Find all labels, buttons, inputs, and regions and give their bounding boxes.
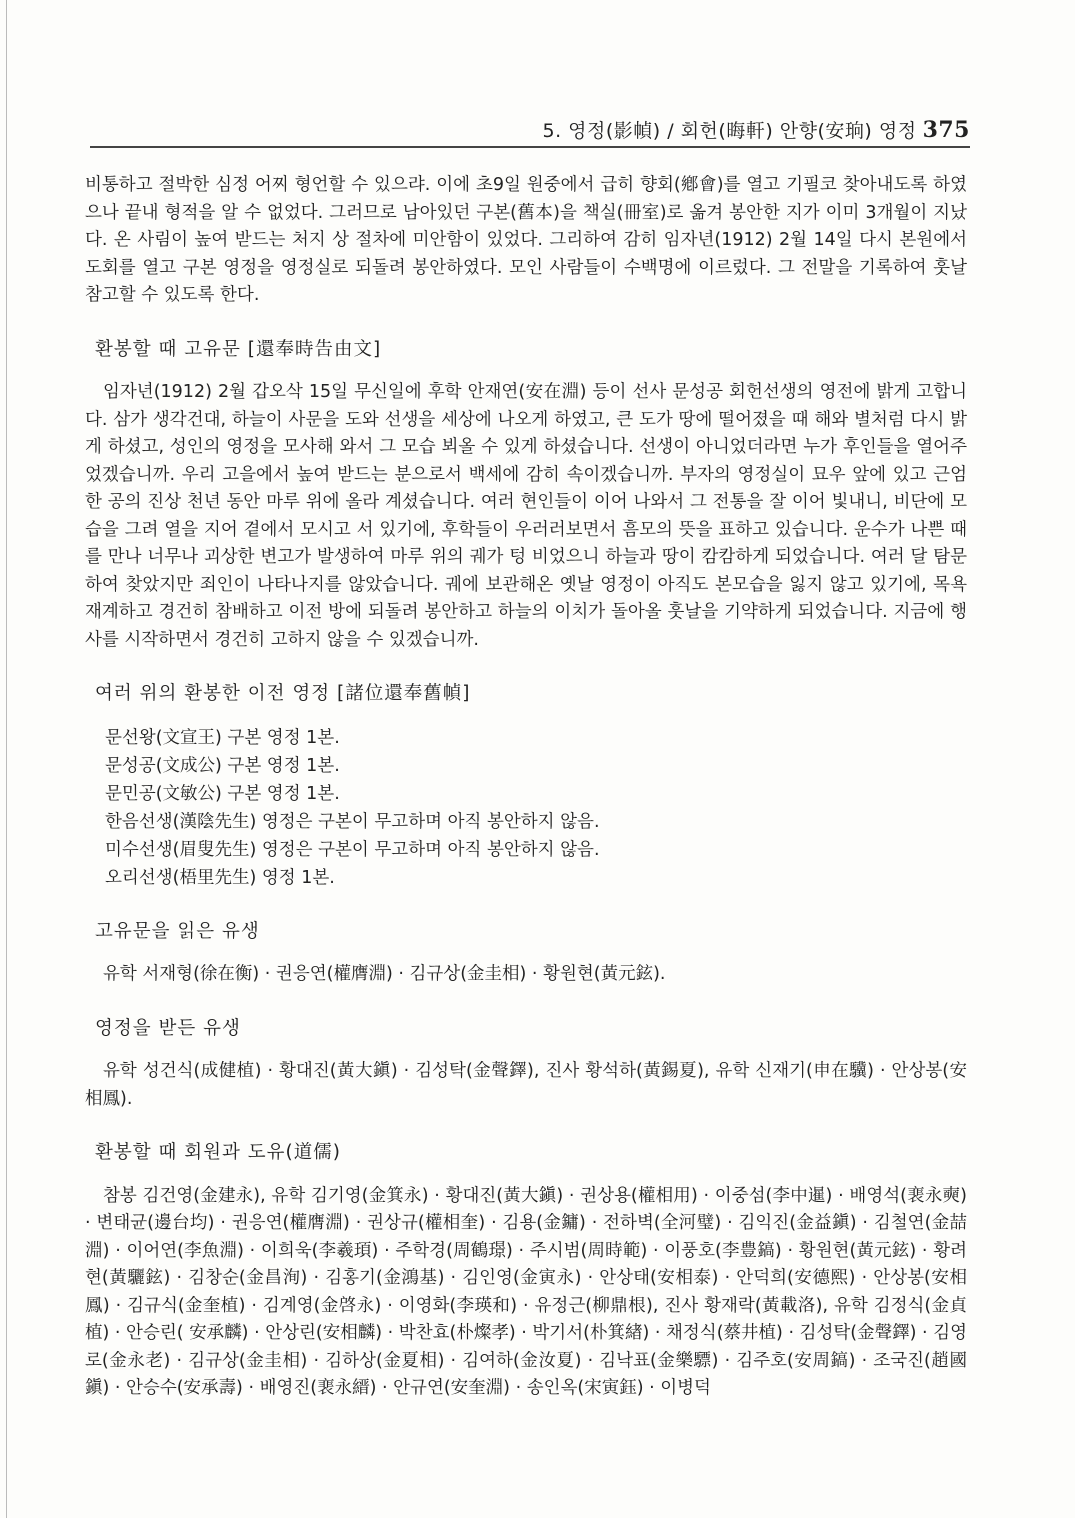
announcement-text: 임자년(1912) 2월 갑오삭 15일 무신일에 후학 안재연(安在淵) 등이 선사 문성공 회헌선생의 영전에 밝게 고합니다. 삼가 생각건대, 하늘이 사문을 도와 선생을 세상에 나오게 하였고, 큰 도가 땅에 떨어졌을 때 해와 별처럼 다시 밝게 하셨고, 성인의 영정을 모사해 와서 그 모습 뵈올 수 있게 하셨습니다. 선생이 아니었더라면 누가 후인들을 열어주었겠습니까. 우리 고을에서 높여 받드는 분으로서 백세에 감히 속이겠습니까. 부자의 영정실이 묘우 앞에 있고 근엄한 공의 진상 천년 동안 마루 위에 올라 계셨습니다. 여러 현인들이 이어 나와서 그 전통을 잘 이어 빛내니, 비단에 모습을 그려 열을 지어 곁에서 모시고 서 있기에, 후학들이 우러러보면서 흠모의 뜻을 표하고 있습니다. 운수가 나쁜 때를 만나 너무나 괴상한 변고가 발생하여 마루 위의 궤가 텅 비었으니 하늘과 땅이 캄캄하게 되었습니다. 여러 달 탐문하여 찾았지만 죄인이 나타나지를 않았습니다. 궤에 보관해온 옛날 영정이 아직도 본모습을 잃지 않고 있기에, 목욕재계하고 경건히 참배하고 이전 방에 되돌려 봉안하고 하늘의 이치가 돌아올 훗날을 기약하게 되었습니다. 지금에 행사를 시작하면서 경건히 고하지 않을 수 있겠습니까. <box>85 382 967 650</box>
list-item: 문성공(文成公) 구본 영정 1본. <box>105 755 340 776</box>
readers-text: 유학 서재형(徐在衡) · 권응연(權膺淵) · 김규상(金圭相) · 황원현(黃元鉉). <box>103 964 666 984</box>
list-item: 한음선생(漢陰先生) 영정은 구본이 무고하며 아직 봉안하지 않음. <box>105 811 600 832</box>
section-heading-readers: 고유문을 읽은 유생 <box>95 920 260 942</box>
bearers-text: 유학 성건식(成健植) · 황대진(黃大鎭) · 김성탁(金聲鐸), 진사 황석하(黃錫夏), 유학 신재기(申在驥) · 안상봉(安相鳳). <box>85 1061 967 1109</box>
page-edge <box>6 0 7 1518</box>
portrait-list <box>105 724 967 892</box>
header-rule <box>90 146 970 148</box>
section-heading-return-announcement: 환봉할 때 고유문 [還奉時告由文] <box>95 338 382 360</box>
list-item: 오리선생(梧里先生) 영정 1본. <box>105 867 335 888</box>
members-text: 참봉 김건영(金建永), 유학 김기영(金箕永) · 황대진(黃大鎭) · 권상용(權相用) · 이중섬(李中暹) · 배영석(裵永奭) · 변태균(邊台均) · 권응연(權膺淵) · 권상규(權相奎) · 김용(金鏞) · 전하벽(全河璧) · 김익진(金益鎭) · 김철연(金喆淵) · 이어연(李魚淵) · 이희욱(李羲頊) · 주학경(周鶴璟) · 주시범(周時範) · 이풍호(李豊鎬) · 황원현(黃元鉉) · 황려현(黃驪鉉) · 김창순(金昌洵) · 김홍기(金鴻基) · 김인영(金寅永) · 안상태(安相泰) · 안덕희(安德熙) · 안상봉(安相鳳) · 김규식(金奎植) · 김계영(金啓永) · 이영화(李瑛和) · 유정근(柳鼎根), 진사 황재락(黃載洛), 유학 김정식(金貞植) · 안승린( 安承麟) · 안상린(安相麟) · 박찬효(朴燦孝) · 박기서(朴箕緖) · 채정식(蔡井植) · 김성탁(金聲鐸) · 김영로(金永老) · 김규상(金圭相) · 김하상(金夏相) · 김여하(金汝夏) · 김낙표(金樂驃) · 김주호(安周鎬) · 조국진(趙國鎭) · 안승수(安承壽) · 배영진(裵永縉) · 안규연(安奎淵) · 송인옥(宋寅鈺) · 이병덕 <box>85 1185 967 1398</box>
intro-paragraph: 비통하고 절박한 심정 어찌 형언할 수 있으랴. 이에 초9일 원중에서 급히 향회(鄕會)를 열고 기필코 찾아내도록 하였으나 끝내 형적을 알 수 없었다. 그러므로 남아있던 구본(舊本)을 책실(冊室)로 옮겨 봉안한 지가 이미 3개월이 지났다. 온 사림이 높여 받드는 처지 상 절차에 미안함이 있었다. 그리하여 감히 임자년(1912) 2월 14일 다시 본원에서 도회를 열고 구본 영정을 영정실로 되돌려 봉안하였다. 모인 사람들이 수백명에 이르렀다. 그 전말을 기록하여 훗날 참고할 수 있도록 한다. <box>85 175 967 305</box>
list-item: 문민공(文敏公) 구본 영정 1본. <box>105 783 340 804</box>
section-heading-returned-portraits: 여러 위의 환봉한 이전 영정 [諸位還奉舊幀] <box>95 683 471 704</box>
page-number: 375 <box>922 117 970 143</box>
list-item: 문선왕(文宣王) 구본 영정 1본. <box>105 727 340 748</box>
header-text <box>543 116 970 143</box>
chapter-title: 5. 영정(影幀) / 회헌(晦軒) 안향(安珦) 영정 <box>542 120 917 142</box>
section-heading-bearers: 영정을 받든 유생 <box>95 1017 241 1039</box>
running-header <box>90 110 970 150</box>
page-body <box>85 172 967 1403</box>
list-item: 미수선생(眉叟先生) 영정은 구본이 무고하며 아직 봉안하지 않음. <box>105 839 600 860</box>
section-heading-members: 환봉할 때 회원과 도유(道儒) <box>95 1142 341 1163</box>
